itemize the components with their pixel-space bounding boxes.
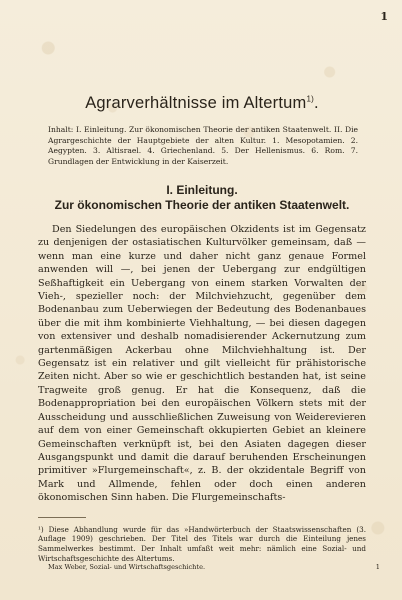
table-of-contents: Inhalt: I. Einleitung. Zur ökonomischen Theorie der antiken Staatenwelt. II. Die Agrargeschichte der Hauptgebiete der alten Kultur. 1. Mesopotamien. 2. Aegypten. 3. Altisrael. 4. Griechenland. 5. Der Hellenismus. 6. Rom. 7. Grundlagen der Entwicklung in der Kaiserzeit. bbox=[48, 125, 358, 166]
chapter-footnote-marker: 1) bbox=[306, 94, 314, 104]
author-line: Max Weber, Sozial- und Wirtschaftsgeschichte. bbox=[48, 563, 206, 571]
bottom-line bbox=[48, 563, 380, 571]
chapter-title-text: Agrarverhältnisse im Altertum bbox=[85, 94, 307, 112]
section-heading bbox=[38, 183, 366, 213]
section-subtitle: Zur ökonomischen Theorie der antiken Staatenwelt. bbox=[54, 198, 350, 212]
printer-signature: 1 bbox=[375, 563, 380, 571]
chapter-title: Agrarverhältnisse im Altertum$^{1)}$. bbox=[85, 94, 319, 112]
footnote-divider bbox=[38, 517, 86, 518]
section-number-title: I. Einleitung. bbox=[166, 183, 238, 197]
page-content bbox=[38, 94, 366, 570]
body-paragraph: Den Siedelungen des europäischen Okzidents ist im Gegensatz zu denjenigen der ostasiatischen Kulturvölker gemeinsam, daß — wenn man eine kurze und daher nicht ganz genaue Formel anwenden will —, bei jenen der Uebergang zur endgültigen Seßhaftigkeit ein Uebergang von einem starken Vorwalten der Vieh-, spezieller noch: der Milchviehzucht, gegenüber dem Bodenanbau zum Ueberwiegen der Bedeutung des Bodenanbaues über die mit ihm kombinierte Viehhaltung, — bei diesen dagegen von extensiver und deshalb nomadisierender Ackernutzung zum gartenmäßigen Ackerbau ohne Milchviehhaltung ist. Der Gegensatz ist ein relativer und gilt vielleicht für prähistorische Zeiten nicht. Aber so wie er geschichtlich bestanden hat, ist seine Tragweite groß genug. Er hat die Konsequenz, daß die Bodenappropriation bei den europäischen Völkern stets mit der Ausscheidung und ausschließlichen Zuweisung von Weiderevieren auf dem von einer Gemeinschaft okkupierten Gebiet an kleinere Gemeinschaften verknüpft ist, bei den Asiaten dagegen dieser Ausgangspunkt und damit die darauf beruhenden Erscheinungen primitiver »Flurgemeinschaft«, z. B. der okzidentale Begriff von Mark und Allmende, fehlen oder doch einen anderen ökonomischen Sinn haben. Die Flurgemeinschafts- bbox=[38, 224, 366, 504]
page-number: 1 bbox=[380, 10, 388, 23]
footnote: ¹) Diese Abhandlung wurde für das »Handwörterbuch der Staatswissenschaften (3. Auflage 1909) geschrieben. Der Titel des Titels war durch die Einteilung jenes Sammelwerkes bestimmt. Der Inhalt umfaßt weit mehr: nämlich eine Sozial- und Wirtschaftsgeschichte des Altertums. bbox=[38, 524, 366, 563]
